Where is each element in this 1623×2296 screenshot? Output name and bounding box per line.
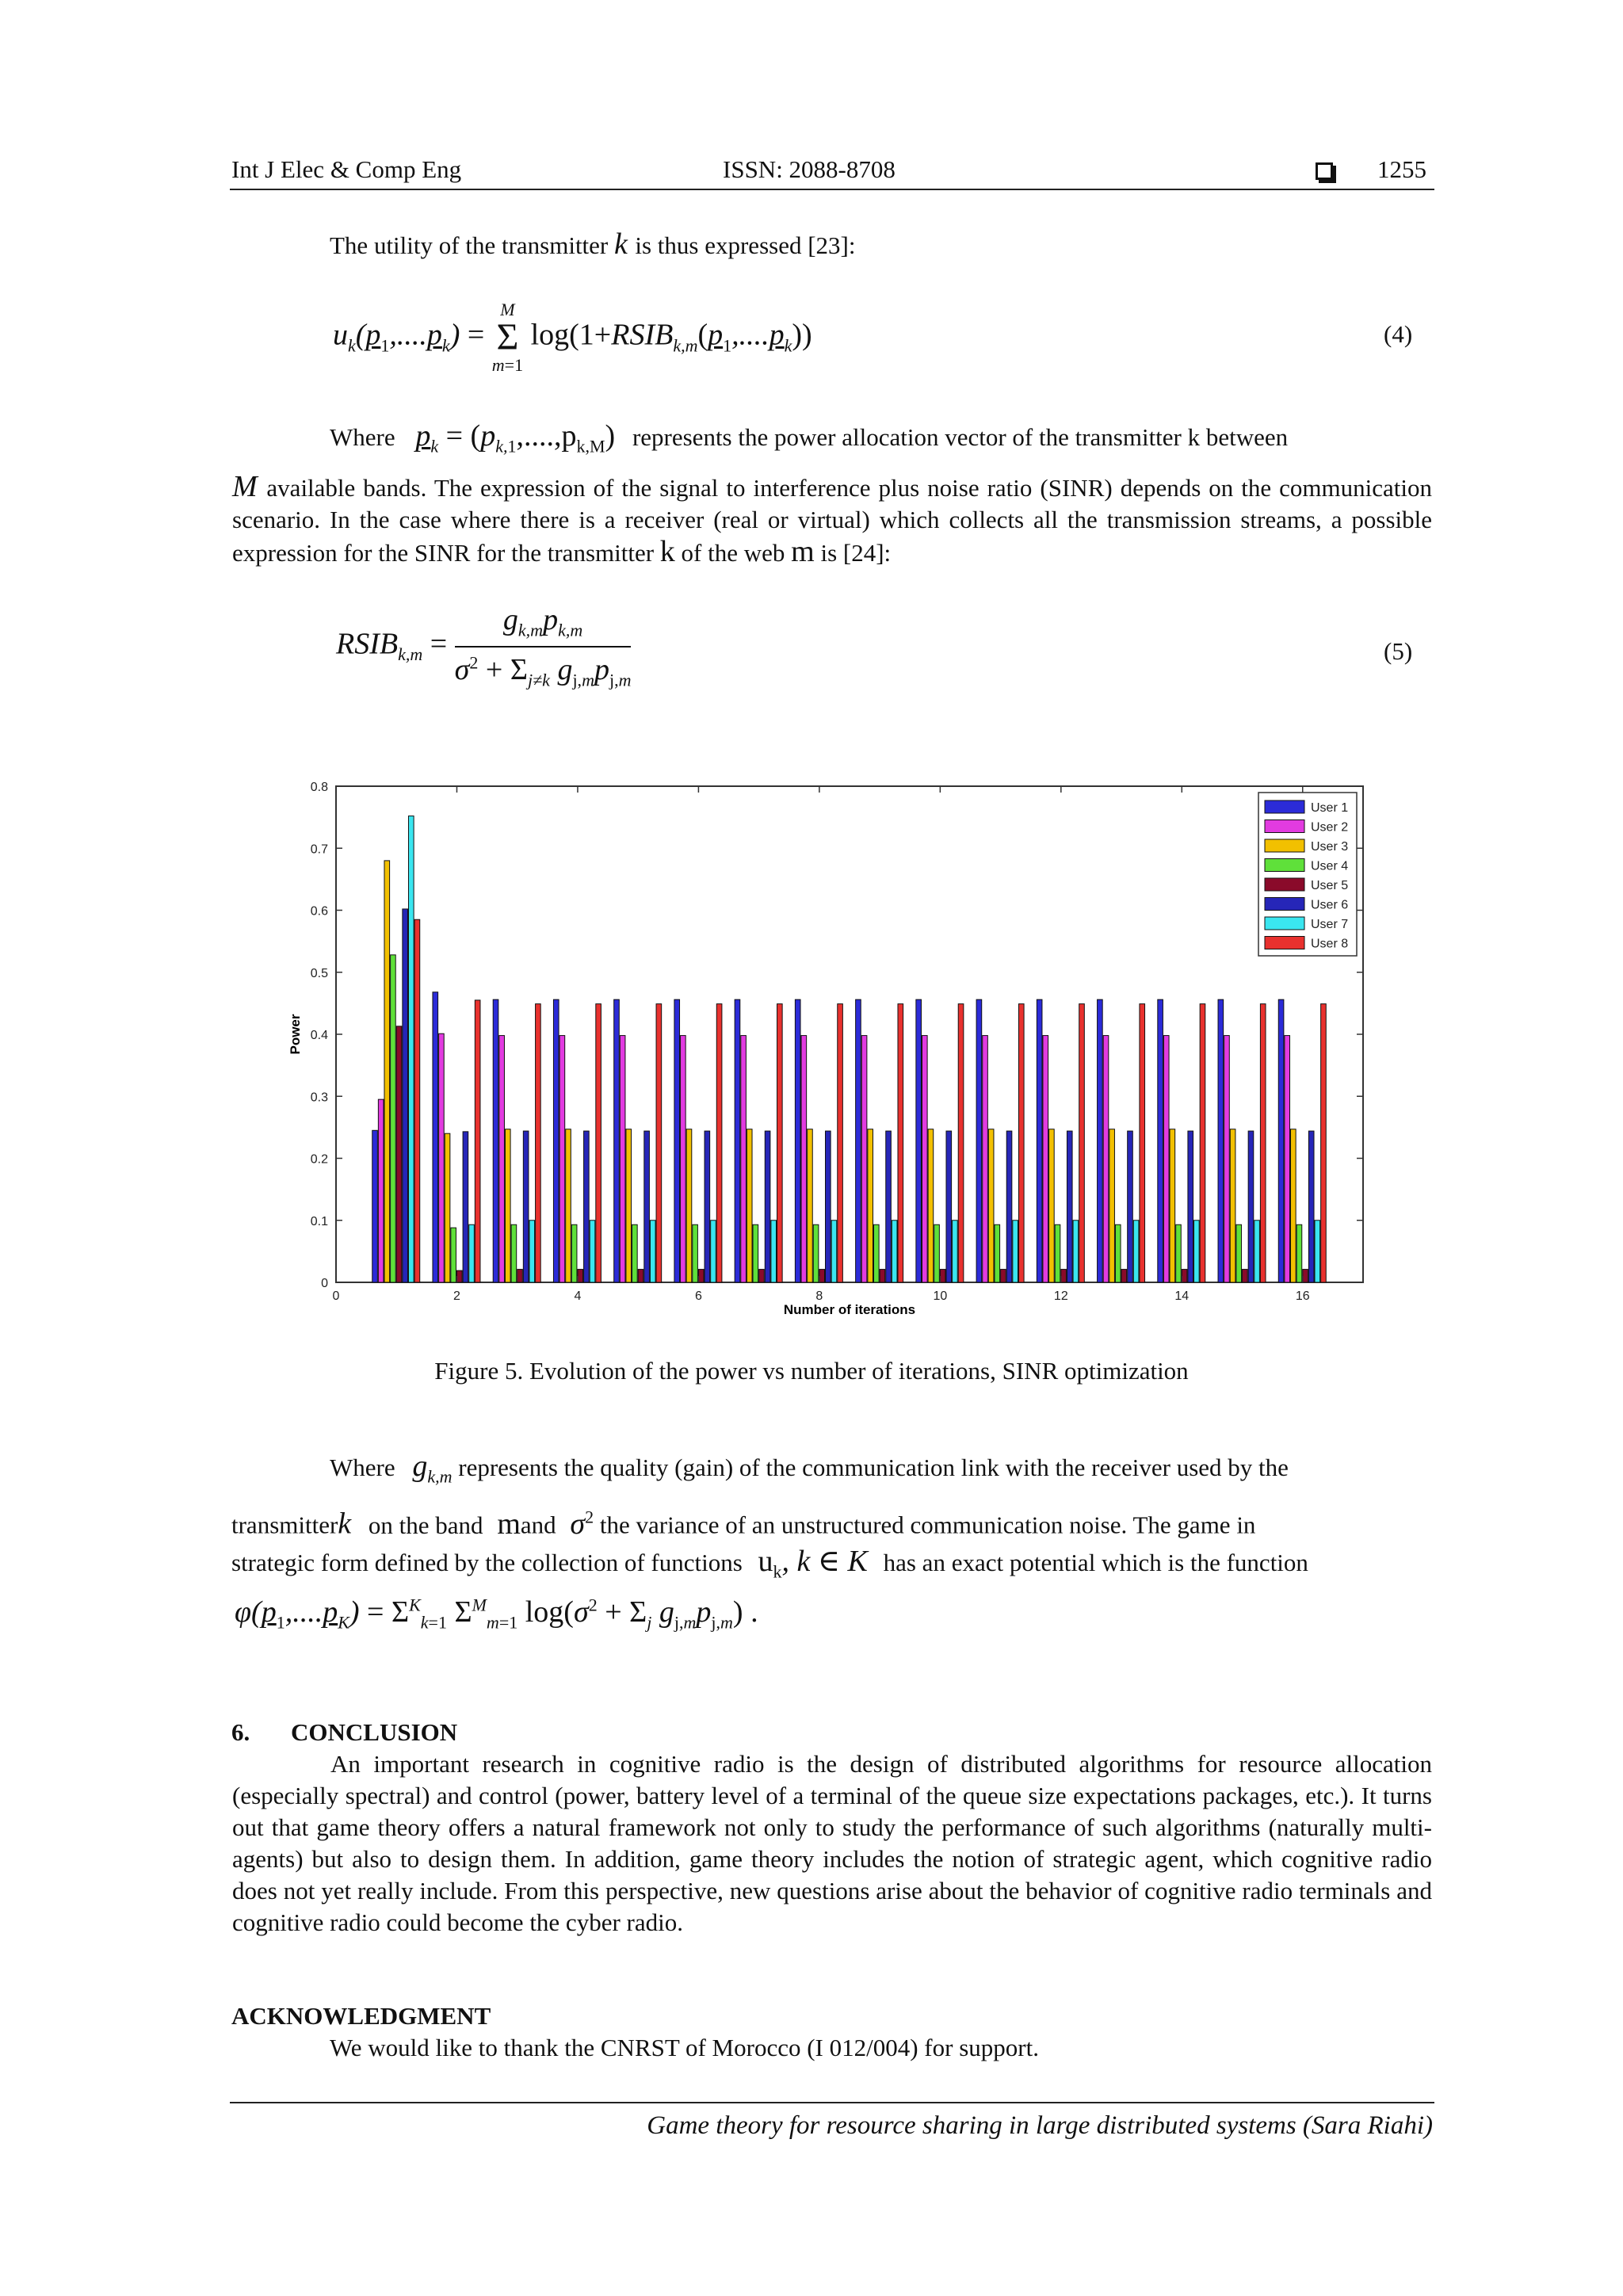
bar [566, 1129, 571, 1282]
bar [596, 1004, 601, 1282]
bar [1140, 1004, 1145, 1282]
y-tick-label: 0.8 [310, 781, 328, 794]
bar [1285, 1036, 1290, 1282]
legend-label: User 4 [1311, 859, 1349, 873]
bar [1001, 1270, 1006, 1282]
x-axis-label: Number of iterations [783, 1302, 916, 1317]
bar [463, 1132, 468, 1282]
paragraph-utility: The utility of the transmitter k is thus expressed [23]: [330, 227, 856, 261]
bar [1055, 1224, 1060, 1282]
bar [1006, 1131, 1012, 1282]
paragraph-text: is [24]: [820, 539, 892, 567]
bar [765, 1131, 770, 1282]
bar [1218, 999, 1224, 1282]
bar [614, 999, 620, 1282]
bar [650, 1221, 655, 1282]
bar [771, 1221, 777, 1282]
bar [1158, 999, 1163, 1282]
bar [928, 1129, 934, 1282]
bar [536, 1004, 541, 1282]
bar [1296, 1224, 1302, 1282]
y-tick-label: 0.1 [310, 1214, 328, 1228]
issn: ISSN: 2088-8708 [723, 155, 896, 183]
bar [559, 1036, 565, 1282]
bar [517, 1270, 523, 1282]
bar [505, 1129, 510, 1282]
bar [1224, 1036, 1230, 1282]
bar [493, 999, 498, 1282]
y-tick-label: 0.3 [310, 1091, 328, 1105]
bar [838, 1004, 843, 1282]
bar [644, 1131, 650, 1282]
bar [1248, 1131, 1254, 1282]
x-tick-label: 4 [574, 1289, 582, 1303]
bar [372, 1130, 378, 1282]
bar [638, 1270, 643, 1282]
bar [1049, 1129, 1055, 1282]
bar [801, 1036, 807, 1282]
equation-5: $RSIB_{k,m}$ = $\frac{g_{k,m}p_{k,m}}{\sigma^2 + \Sigma_{j\ne k} g_{j,m}p_{j,m}}$ [336, 603, 632, 690]
bar [868, 1129, 873, 1282]
bar [439, 1033, 445, 1282]
bar [976, 999, 982, 1282]
bar [1278, 999, 1284, 1282]
y-tick-label: 0.2 [310, 1152, 328, 1167]
bar [1303, 1270, 1308, 1282]
equation-4: $u_k(p_1,....p_k)$ = M Σ m=1 $\log(1+RSIB_{k,m}(p_1,....p_k))$ [333, 300, 812, 375]
paragraph-symbol: k [659, 535, 675, 568]
bar [693, 1224, 698, 1282]
bar [584, 1131, 590, 1282]
potential-function-equation: $\varphi(p_1,....p_K) = \Sigma^K_{k=1}$ $\Sigma^M_{m=1}$ $\log(\sigma^2 + \Sigma_j$ $g_{j,m}p_{j,m}$) . [235, 1595, 758, 1633]
legend-swatch [1265, 878, 1304, 891]
bar [1315, 1221, 1320, 1282]
paragraph-text: available bands. The expression of the signal to interference plus noise ratio (SINR) depends on the communication scenario. In the case where there is a receiver (real or virtual) which collects all the transmission streams, a possible expression for the SINR for the transmitter [232, 474, 1433, 567]
paragraph-symbol: m [791, 535, 815, 568]
bar [384, 861, 390, 1282]
bar [403, 909, 408, 1282]
bar [880, 1270, 885, 1282]
bar [1194, 1221, 1200, 1282]
legend-swatch [1265, 937, 1304, 949]
bar [686, 1129, 692, 1282]
bar [1170, 1129, 1175, 1282]
footer-text: Game theory for resource sharing in large distributed systems (Sara Riahi) [647, 2111, 1433, 2140]
bar [698, 1270, 704, 1282]
bar [1018, 1004, 1024, 1282]
bar [445, 1133, 450, 1282]
bar [1067, 1131, 1072, 1282]
y-tick-label: 0.4 [310, 1029, 328, 1042]
paragraph-where-2-line2: transmitterk on the band mand $\sigma^2$ the variance of an unstructured communication noise. The game in [231, 1507, 1256, 1541]
bar [873, 1224, 879, 1282]
bar [1176, 1224, 1182, 1282]
acknowledgment-body: We would like to thank the CNRST of Morocco (I 012/004) for support. [330, 2034, 1039, 2061]
figure-caption: Figure 5. Evolution of the power vs number of iterations, SINR optimization [434, 1357, 1189, 1385]
legend-label: User 2 [1311, 820, 1349, 835]
bar [1236, 1224, 1242, 1282]
bar [674, 999, 680, 1282]
page-number: 1255 [1377, 155, 1426, 183]
bar [1103, 1036, 1109, 1282]
bar [1079, 1004, 1085, 1282]
bar [826, 1131, 831, 1282]
bar [499, 1036, 505, 1282]
x-tick-label: 10 [933, 1289, 948, 1303]
bar [856, 999, 861, 1282]
header-rule [230, 189, 1434, 190]
bar [940, 1270, 945, 1282]
bar [408, 816, 414, 1282]
bar [995, 1224, 1000, 1282]
bar [819, 1270, 825, 1282]
bar [1128, 1131, 1133, 1282]
legend-label: User 3 [1311, 840, 1349, 854]
bar [705, 1131, 710, 1282]
bar [1061, 1270, 1067, 1282]
bar [988, 1129, 994, 1282]
power-bar-chart [285, 777, 1379, 1324]
bar [1121, 1270, 1127, 1282]
bar [747, 1129, 752, 1282]
paragraph-sinr: M available bands. The expression of the signal to interference plus noise ratio (SINR) depends on the communication scenario. In the case where there is a receiver (real or virtual) which collects all the transmission streams, a possible expression for the SINR for the transmitter k of the web m is [24]: [232, 470, 1433, 568]
paragraph-text: represents the quality (gain) of the communication link with the receiver used by the [458, 1454, 1289, 1481]
bar [1043, 1036, 1048, 1282]
x-tick-label: 14 [1174, 1289, 1190, 1303]
paragraph-text: transmitter [231, 1511, 338, 1539]
bar [922, 1036, 927, 1282]
bar [898, 1004, 903, 1282]
legend-swatch [1265, 859, 1304, 872]
legend-swatch [1265, 820, 1304, 833]
bar [861, 1036, 867, 1282]
bar [396, 1026, 402, 1282]
bar [571, 1224, 577, 1282]
bar [759, 1270, 765, 1282]
legend-swatch [1265, 898, 1304, 911]
legend-label: User 1 [1311, 801, 1349, 815]
bar [716, 1004, 722, 1282]
bar [934, 1224, 940, 1282]
bar [711, 1221, 716, 1282]
paragraph-text: Where [330, 423, 395, 451]
journal-name: Int J Elec & Comp Eng [231, 155, 462, 183]
bar [1109, 1129, 1115, 1282]
paragraph-text: represents the power allocation vector of the transmitter k between [632, 423, 1289, 451]
bar [741, 1036, 747, 1282]
legend-label: User 7 [1311, 918, 1349, 931]
legend-swatch [1265, 839, 1304, 852]
paragraph-text: is thus expressed [23]: [635, 231, 856, 259]
paragraph-text: of the web [681, 539, 785, 567]
y-tick-label: 0.7 [310, 842, 328, 857]
bar [1254, 1221, 1260, 1282]
bar [553, 999, 559, 1282]
legend-box [1258, 793, 1357, 956]
bar [632, 1224, 638, 1282]
section-number: 6. [231, 1718, 250, 1746]
bar [892, 1221, 897, 1282]
section-heading [231, 1717, 457, 1748]
x-tick-label: 2 [453, 1289, 460, 1303]
bar [1182, 1270, 1187, 1282]
bar [795, 999, 800, 1282]
paragraph-text: the variance of an unstructured communication noise. The game in [599, 1511, 1256, 1539]
y-tick-label: 0.6 [310, 904, 328, 919]
legend-label: User 8 [1311, 937, 1349, 951]
section-title: CONCLUSION [291, 1718, 458, 1746]
y-tick-label: 0 [321, 1277, 328, 1290]
bar [983, 1036, 988, 1282]
bar [1098, 999, 1103, 1282]
bar [1260, 1004, 1266, 1282]
square-bullet-icon [1316, 162, 1333, 180]
legend-label: User 6 [1311, 898, 1349, 912]
bar [1243, 1270, 1248, 1282]
bar [777, 1004, 783, 1282]
paragraph-where-1: Where $p_k = (p_{k,1},....,p_{k,M})$ represents the power allocation vector of the transmitter k between [330, 419, 1289, 457]
paragraph-text: and [520, 1511, 556, 1539]
y-axis-label: Power [288, 1014, 303, 1055]
bar [916, 999, 922, 1282]
bar [808, 1129, 813, 1282]
legend-swatch [1265, 800, 1304, 813]
bar [456, 1270, 462, 1282]
page-marker [1316, 155, 1333, 184]
x-tick-label: 8 [815, 1289, 823, 1303]
x-tick-label: 6 [694, 1289, 702, 1303]
bar [433, 992, 438, 1282]
bar [1013, 1221, 1018, 1282]
paragraph-text: Where [330, 1454, 395, 1481]
footer-rule [230, 2102, 1434, 2103]
bar [735, 999, 740, 1282]
bar [1321, 1004, 1327, 1282]
bar [529, 1221, 535, 1282]
plot-area [336, 786, 1363, 1282]
y-tick-label: 0.5 [310, 966, 328, 980]
bar [1163, 1036, 1169, 1282]
legend-label: User 5 [1311, 879, 1349, 892]
bar [590, 1221, 595, 1282]
x-tick-label: 0 [332, 1289, 340, 1303]
conclusion-body: An important research in cognitive radio is the design of distributed algorithms for resource allocation (especially spectral) and control (power, battery level of a terminal of the queue size expectations packages, etc.). It turns out that game theory offers a natural framework not only to study the performance of such algorithms (naturally multi-agents) but also to design them. In addition, game theory includes the notion of strategic agent, which cognitive radio does not yet really include. From this perspective, new questions arise about the behavior of cognitive radio terminals and cognitive radio could become the cyber radio. [232, 1750, 1432, 1936]
bar [831, 1221, 837, 1282]
bar [523, 1131, 529, 1282]
paragraph-text: strategic form defined by the collection of functions [231, 1549, 743, 1576]
bar [475, 1000, 480, 1282]
bar [511, 1224, 517, 1282]
bar [953, 1221, 958, 1282]
bar [946, 1131, 952, 1282]
x-tick-label: 16 [1295, 1289, 1310, 1303]
bar [378, 1099, 384, 1282]
bar [578, 1270, 583, 1282]
bar [753, 1224, 758, 1282]
bar [620, 1036, 625, 1282]
bar [958, 1004, 964, 1282]
bar [656, 1004, 662, 1282]
bar [1073, 1221, 1079, 1282]
bar [451, 1228, 456, 1282]
bar [1133, 1221, 1139, 1282]
equation-number: (4) [1384, 320, 1413, 348]
bar [813, 1224, 819, 1282]
equation-number: (5) [1384, 637, 1413, 665]
bar [1200, 1004, 1205, 1282]
bar [1230, 1129, 1235, 1282]
bar [469, 1224, 475, 1282]
bar [1037, 999, 1042, 1282]
bar [1188, 1131, 1193, 1282]
paragraph-text: on the band [368, 1511, 483, 1539]
bar [414, 919, 420, 1282]
x-tick-label: 12 [1053, 1289, 1068, 1303]
paragraph-where-2: Where $g_{k,m}$ represents the quality (gain) of the communication link with the receiver used by the [330, 1450, 1289, 1487]
bar [1308, 1131, 1314, 1282]
paragraph-text: has an exact potential which is the function [883, 1549, 1308, 1576]
bar [391, 955, 396, 1282]
legend [1258, 793, 1357, 956]
bar [681, 1036, 686, 1282]
legend-swatch [1265, 917, 1304, 930]
bar [1291, 1129, 1296, 1282]
bar [626, 1129, 632, 1282]
bar [1115, 1224, 1121, 1282]
acknowledgment-title: ACKNOWLEDGMENT [231, 2002, 491, 2030]
paragraph-text: The utility of the transmitter [330, 231, 609, 259]
paragraph-where-2-line3: strategic form defined by the collection of functions $u_k$, k ∈ K has an exact potential which is the function [231, 1545, 1308, 1582]
bar [886, 1131, 892, 1282]
